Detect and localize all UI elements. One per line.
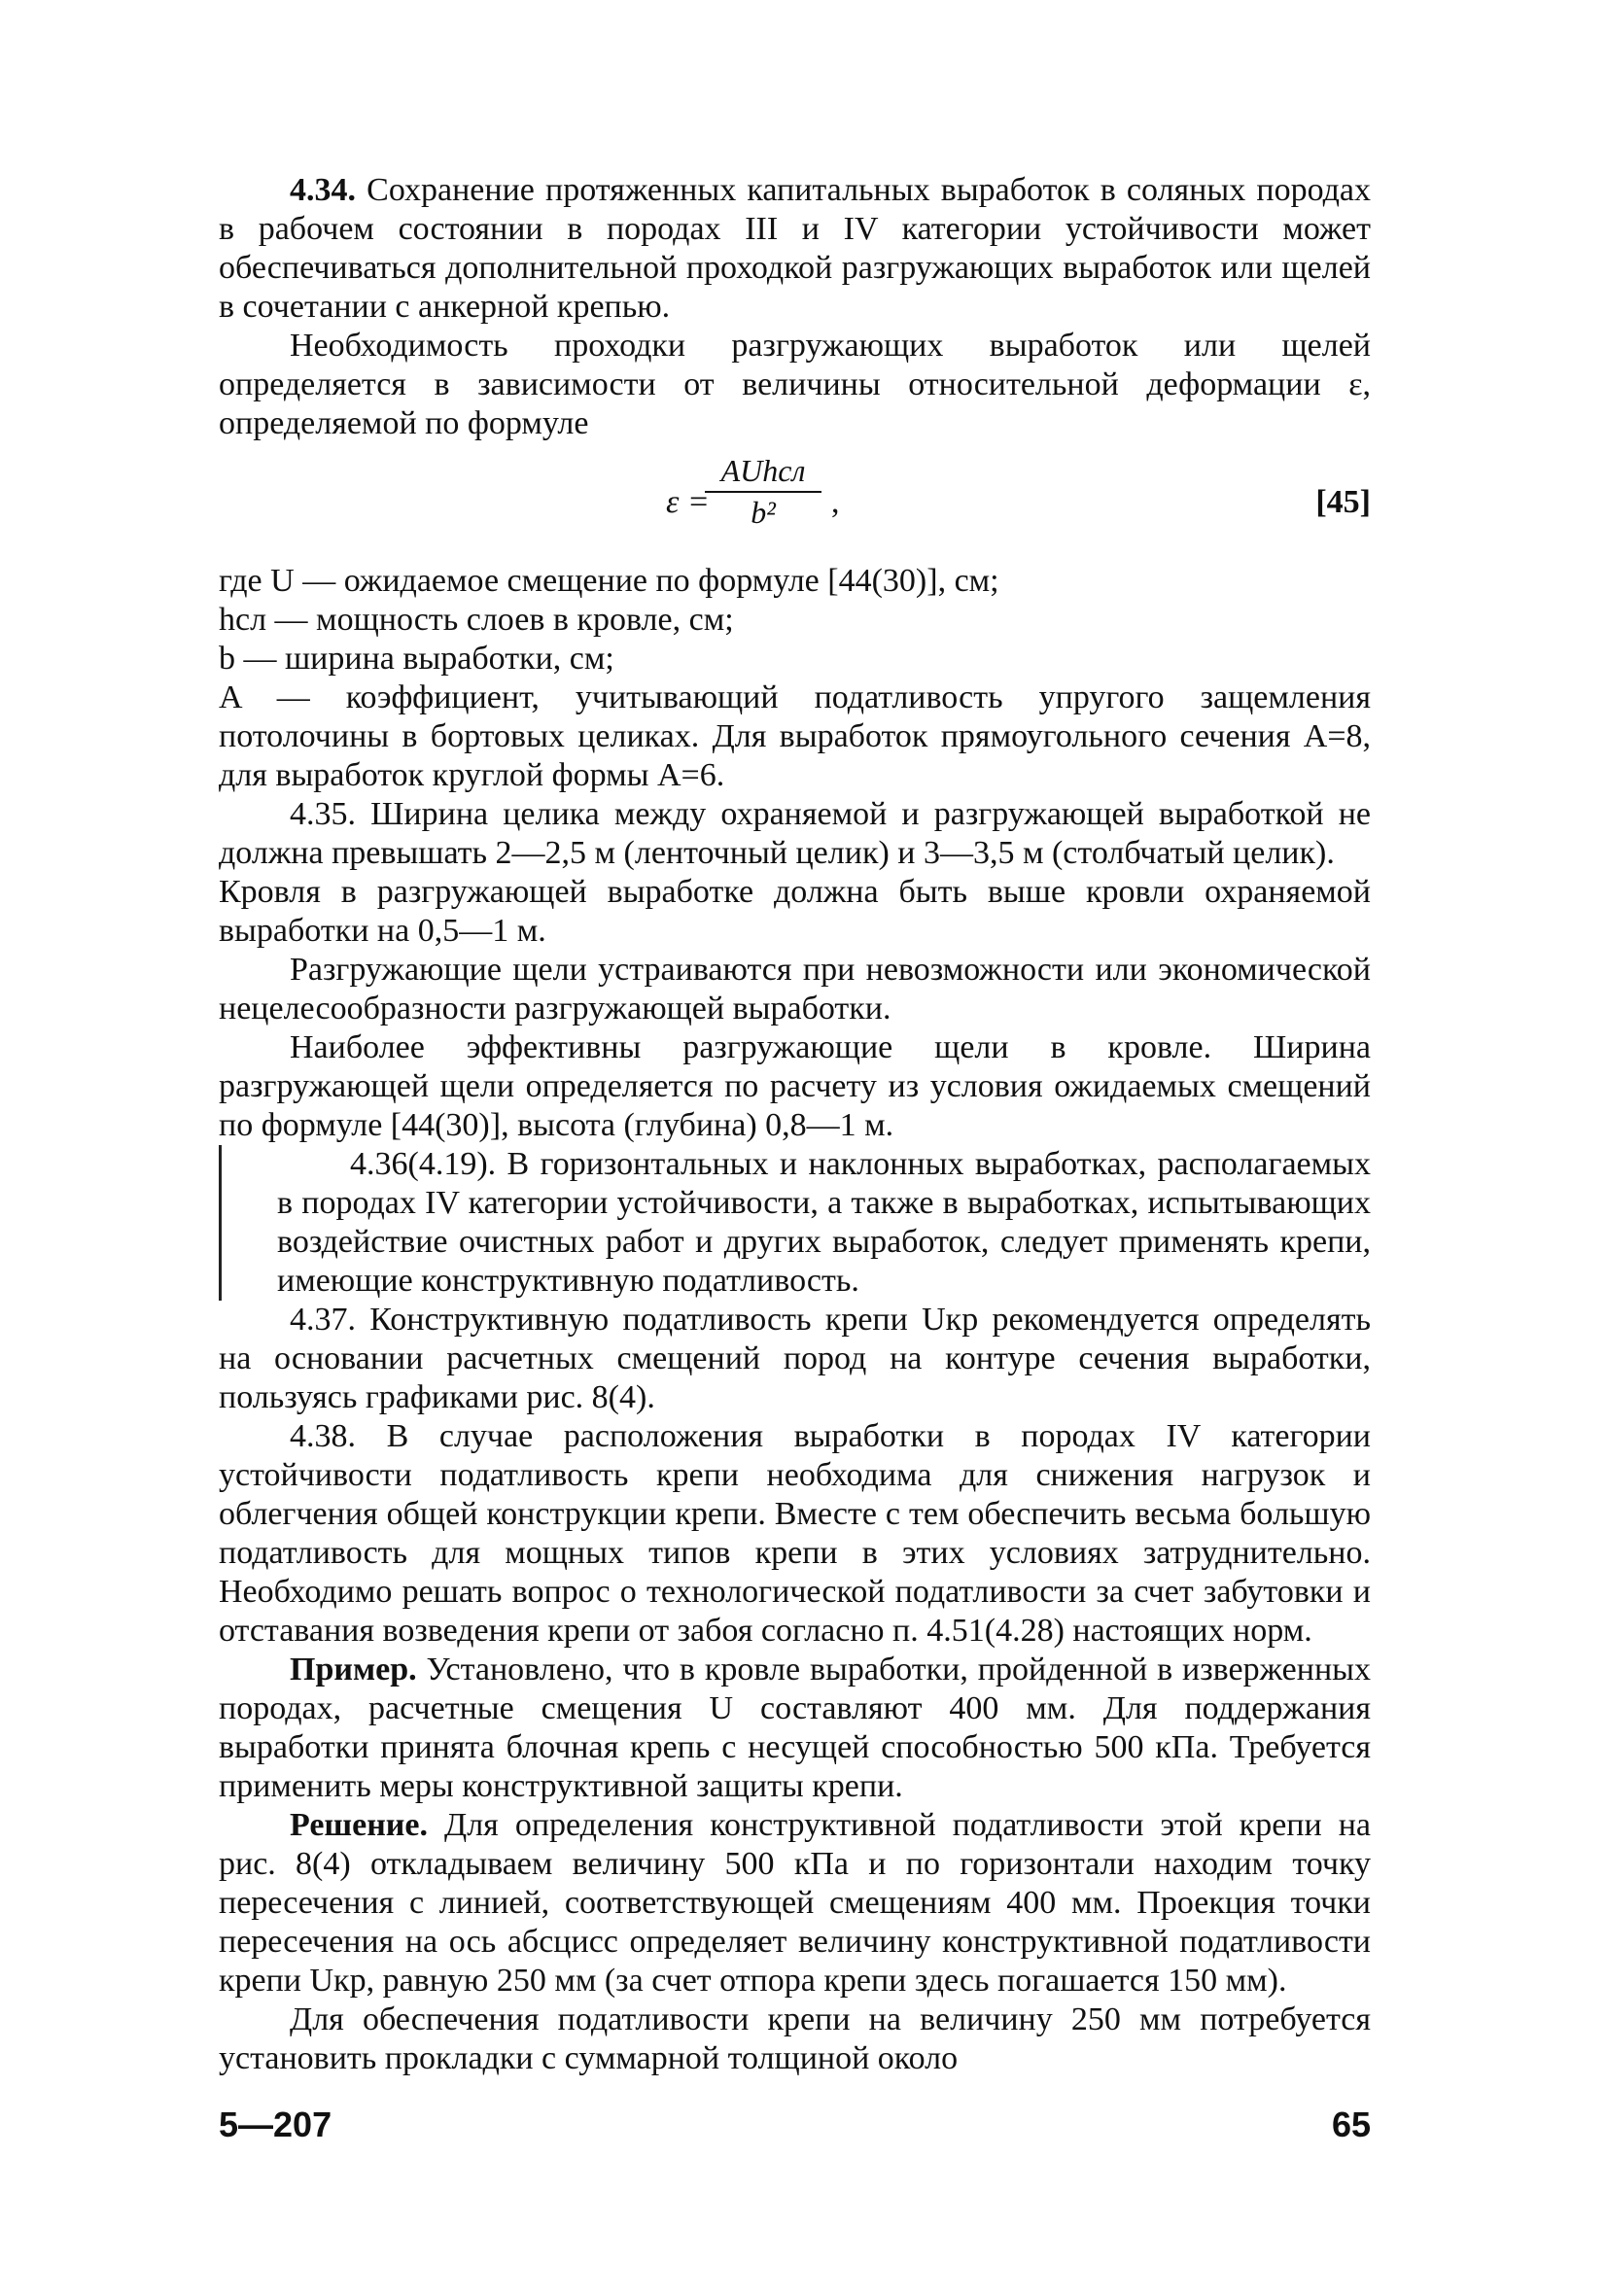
paragraph-4-35-d: Наиболее эффективны разгружающие щели в кровле. Ширина разгружающей щели определяется по расчету из условия ожидаемых смещений по формуле [44(30)], высота (глубина) 0,8—1 м. (219, 1029, 1371, 1143)
formula-45 (219, 445, 1371, 554)
formula-fraction (705, 453, 821, 531)
paragraph-4-35: 4.35. Ширина целика между охраняемой и разгружающей выработкой не должна превышать 2—2,5 м (ленточный целик) и 3—3,5 м (столбчатый целик). (219, 796, 1371, 871)
legend-b: b — ширина выработки, см; (219, 641, 614, 677)
paragraph-4-35-c: Разгружающие щели устраиваются при невозможности или экономической нецелесообразности разгружающей выработки. (219, 952, 1371, 1026)
formula-legend (219, 562, 1371, 795)
paragraph-4-35-b: Кровля в разгружающей выработке должна быть выше кровли охраняемой выработки на 0,5—1 м. (219, 874, 1371, 949)
paragraph-4-34 (219, 171, 1371, 327)
paragraph-4-38: 4.38. В случае расположения выработки в породах IV категории устойчивости податливость крепи необходима для снижения нагрузок и облегчения общей конструкции крепи. Вместе с тем обеспечить весьма большую податливость для мощных типов крепи в этих условиях затруднительно. Необходимо решать вопрос о технологической податливости за счет забутовки и отставания возведения крепи от забоя согласно п. 4.51(4.28) настоящих норм. (219, 1418, 1371, 1649)
formula-numerator: AUhсл (705, 453, 821, 493)
paragraph-text: Сохранение протяженных капитальных выработок в соляных породах в рабочем состоянии в породах III и IV категории устойчивости может обеспечиваться дополнительной проходкой разгружающих выработок или щелей в сочетании с анкерной крепью. (219, 172, 1371, 325)
legend-h: hсл — мощность слоев в кровле, см; (219, 602, 734, 638)
solution-label: Решение. (290, 1807, 428, 1843)
formula-denominator: b² (751, 495, 776, 530)
example-label: Пример. (290, 1652, 417, 1687)
margin-bar (219, 1145, 222, 1301)
example-text: Установлено, что в кровле выработки, пройденной в изверженных породах, расчетные смещения U составляют 400 мм. Для поддержания выработки принята блочная крепь с несущей способностью 500 кПа. Требуется применить меры конструктивной защиты крепи. (219, 1652, 1371, 1804)
body-text (219, 171, 1371, 2078)
paragraph-4-36: 4.36(4.19). В горизонтальных и наклонных выработках, располагаемых в породах IV категории устойчивости, а также в выработках, испытывающих воздействие очистных работ и других выработок, следует применять крепи, имеющие конструктивную податливость. (277, 1146, 1371, 1299)
formula-reference: [45] (1315, 484, 1371, 520)
clause-number: 4.34. (290, 172, 356, 208)
paragraph-4-34-b: Необходимость проходки разгружающих выработок или щелей определяется в зависимости от величины относительной деформации ε, определяемой по формуле (219, 328, 1371, 441)
formula-comma: , (831, 484, 840, 520)
legend-a: A — коэффициент, учитывающий податливость упругого защемления потолочины в бортовых целиках. Для выработок прямоугольного сечения A=8, для выработок круглой формы A=6. (219, 679, 1371, 793)
footer-signature: 5—207 (219, 2105, 332, 2144)
solution-text: Для определения конструктивной податливости этой крепи на рис. 8(4) откладываем величину 500 кПа и по горизонтали находим точку пересечения с линией, соответствующей смещениям 400 мм. Проекция точки пересечения на ось абсцисс определяет величину конструктивной податливости крепи Uкр, равную 250 мм (за счет отпора крепи здесь погашается 150 мм). (219, 1807, 1371, 1999)
marked-paragraph (219, 1145, 1371, 1301)
paragraph-solution (219, 1806, 1371, 2000)
legend-u: где U — ожидаемое смещение по формуле [44(30)], см; (219, 563, 999, 599)
formula-lhs: ε = (666, 484, 710, 520)
page-number: 65 (1331, 2105, 1371, 2144)
paragraph-example (219, 1651, 1371, 1806)
paragraph-last: Для обеспечения податливости крепи на величину 250 мм потребуется установить прокладки с суммарной толщиной около (219, 2001, 1371, 2076)
paragraph-4-37: 4.37. Конструктивную податливость крепи Uкр рекомендуется определять на основании расчетных смещений пород на контуре сечения выработки, пользуясь графиками рис. 8(4). (219, 1302, 1371, 1415)
